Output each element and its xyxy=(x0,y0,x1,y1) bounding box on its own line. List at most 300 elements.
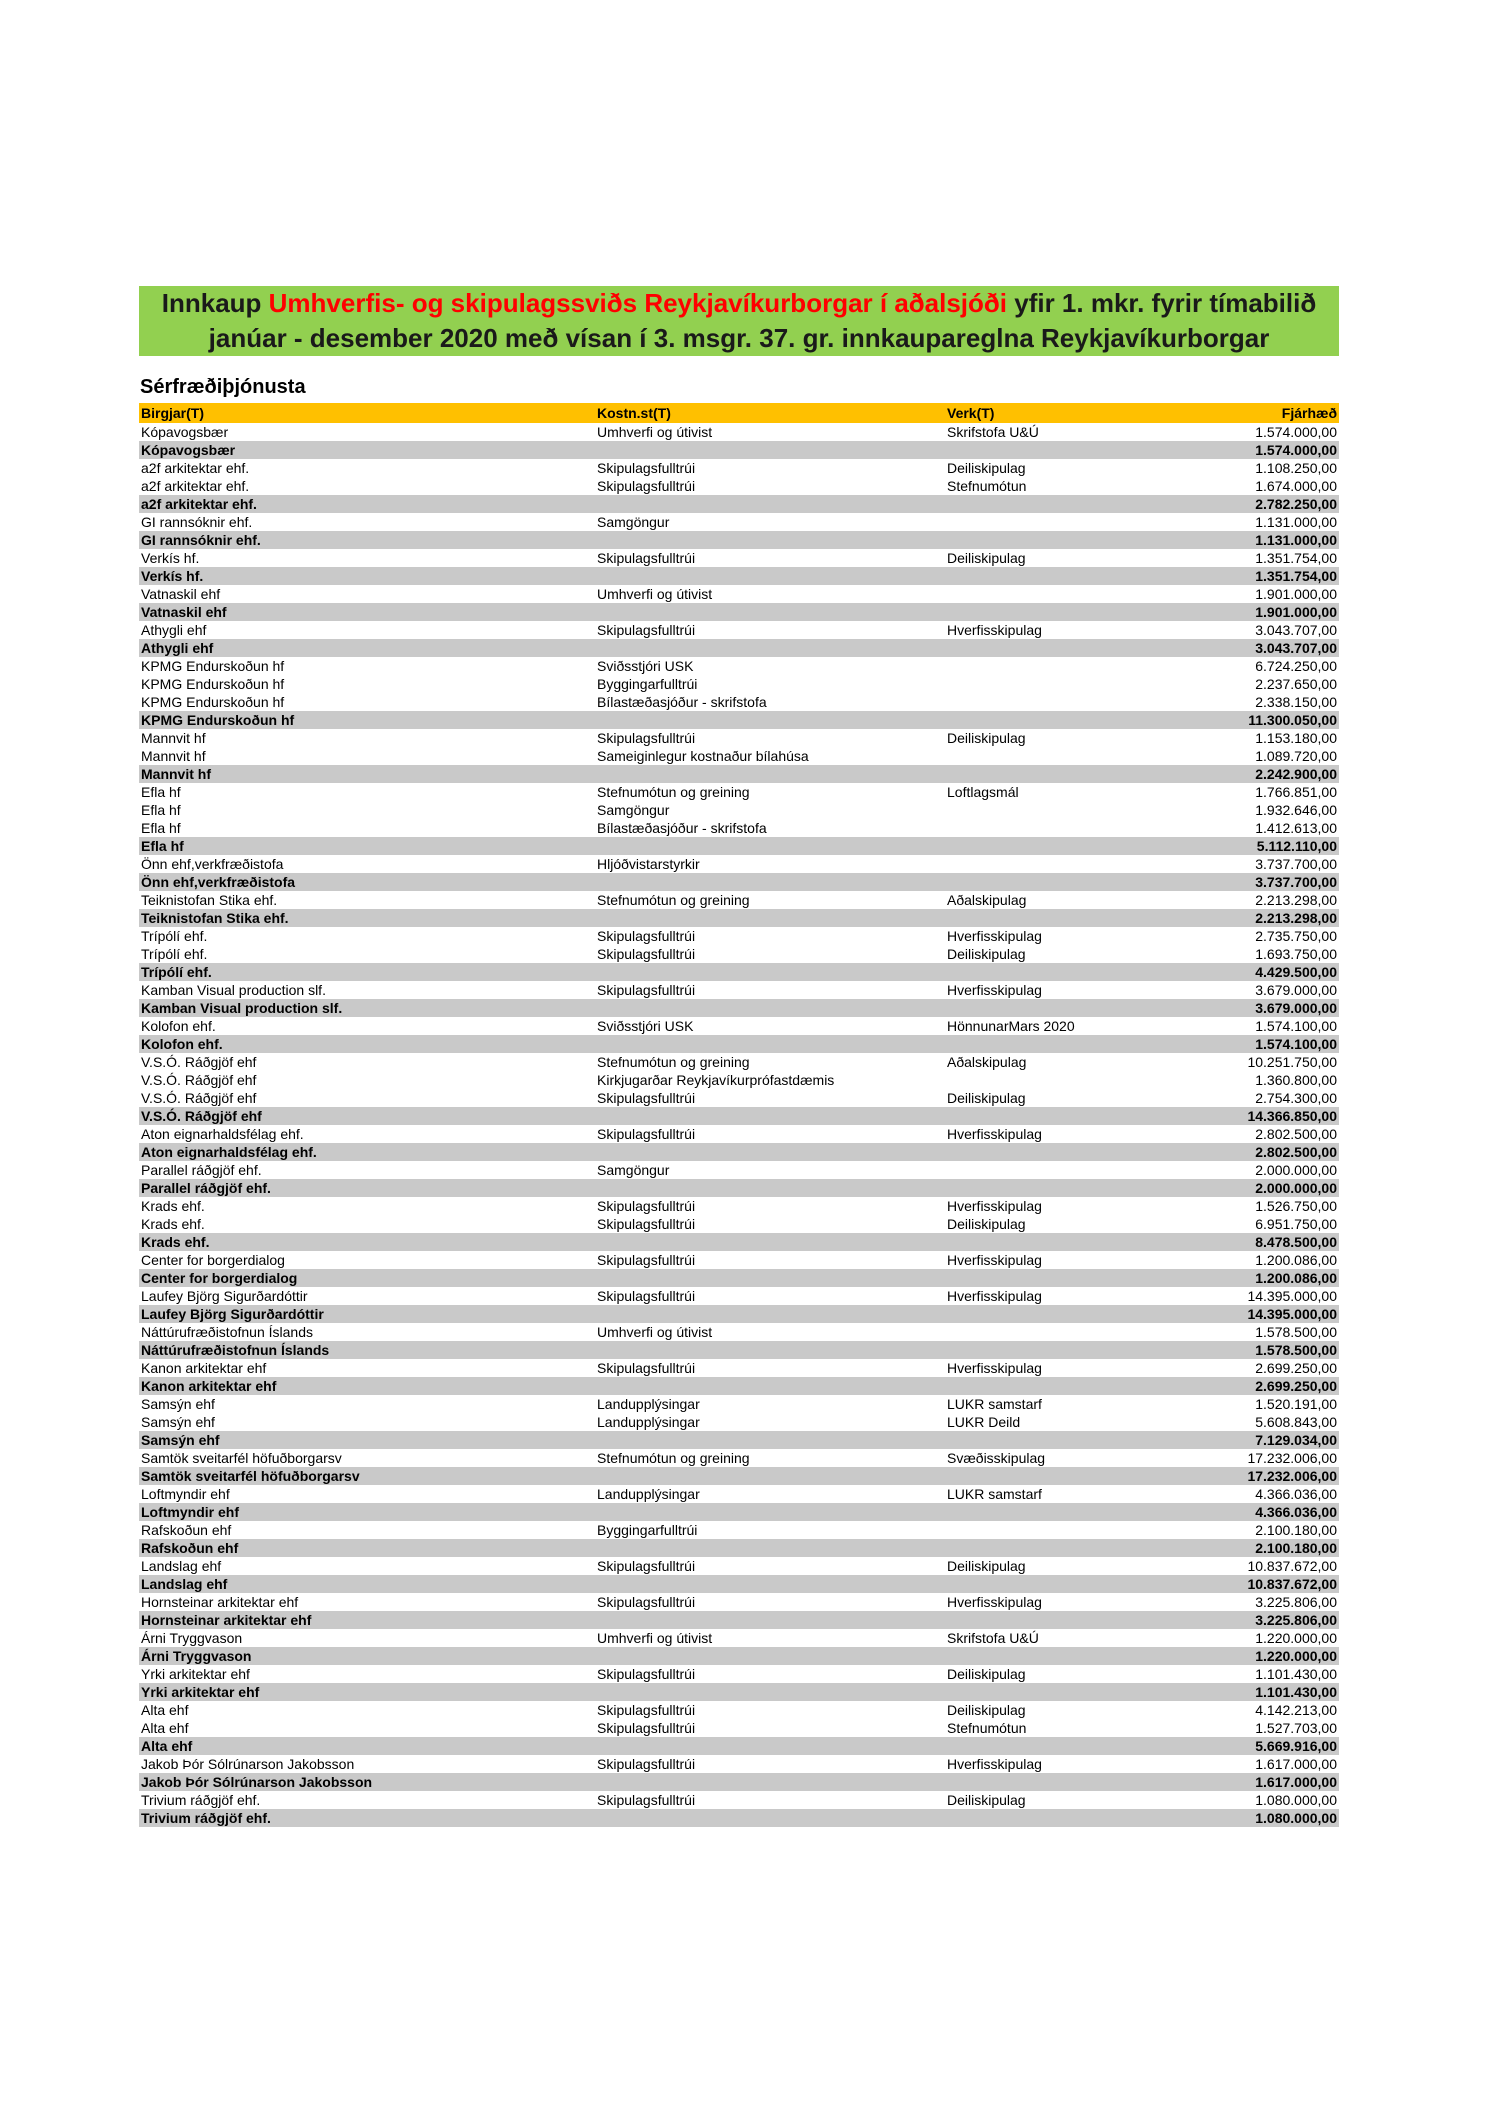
subtotal-row xyxy=(139,1143,1339,1161)
table-row xyxy=(139,729,1339,747)
cost-center-cell: Skipulagsfulltrúi xyxy=(597,1198,696,1214)
table-row xyxy=(139,1125,1339,1143)
cost-center-cell: Skipulagsfulltrúi xyxy=(597,982,696,998)
project-cell xyxy=(945,513,1195,531)
table-row xyxy=(139,1089,1339,1107)
amount-cell: 14.395.000,00 xyxy=(1195,1305,1339,1323)
cost-center-cell: Umhverfi og útivist xyxy=(597,424,713,440)
amount-cell: 1.131.000,00 xyxy=(1195,531,1339,549)
table-header-row xyxy=(139,403,1339,423)
supplier-cell: KPMG Endurskoðun hf xyxy=(141,676,285,692)
table-row xyxy=(139,1251,1339,1269)
amount-cell: 10.837.672,00 xyxy=(1247,1558,1337,1574)
amount-cell: 2.213.298,00 xyxy=(1255,892,1337,908)
amount-cell: 2.338.150,00 xyxy=(1255,694,1337,710)
amount-cell: 1.080.000,00 xyxy=(1255,1792,1337,1808)
cost-center-cell xyxy=(595,1467,945,1485)
amount-cell: 1.574.100,00 xyxy=(1255,1018,1337,1034)
amount-cell: 1.574.100,00 xyxy=(1195,1035,1339,1053)
amount-cell: 2.000.000,00 xyxy=(1195,1179,1339,1197)
amount-cell: 1.901.000,00 xyxy=(1195,603,1339,621)
cost-center-cell: Bílastæðasjóður - skrifstofa xyxy=(597,820,767,836)
supplier-cell: Center for borgerdialog xyxy=(141,1252,285,1268)
cost-center-cell: Skipulagsfulltrúi xyxy=(597,460,696,476)
cost-center-cell: Skipulagsfulltrúi xyxy=(597,1252,696,1268)
cost-center-cell xyxy=(595,495,945,513)
cost-center-cell xyxy=(595,567,945,585)
amount-cell: 1.200.086,00 xyxy=(1255,1252,1337,1268)
subtotal-row xyxy=(139,909,1339,927)
supplier-cell: KPMG Endurskoðun hf xyxy=(141,658,285,674)
project-cell: Stefnumótun xyxy=(947,1720,1027,1736)
cost-center-cell xyxy=(595,1503,945,1521)
amount-cell: 10.251.750,00 xyxy=(1247,1054,1337,1070)
cost-center-cell: Samgöngur xyxy=(597,802,670,818)
subtotal-row xyxy=(139,1269,1339,1287)
amount-cell: 2.699.250,00 xyxy=(1255,1360,1337,1376)
supplier-cell: Loftmyndir ehf xyxy=(139,1503,595,1521)
table-row xyxy=(139,477,1339,495)
table-row xyxy=(139,675,1339,693)
project-cell: Hverfisskipulag xyxy=(947,622,1042,638)
supplier-cell: GI rannsóknir ehf. xyxy=(141,514,253,530)
table-row xyxy=(139,1197,1339,1215)
table-row xyxy=(139,657,1339,675)
table-row xyxy=(139,1521,1339,1539)
amount-cell: 2.699.250,00 xyxy=(1195,1377,1339,1395)
amount-cell: 1.101.430,00 xyxy=(1255,1666,1337,1682)
project-cell xyxy=(945,1377,1195,1395)
project-cell xyxy=(945,1503,1195,1521)
amount-cell: 1.520.191,00 xyxy=(1255,1396,1337,1412)
project-cell xyxy=(945,1647,1195,1665)
cost-center-cell xyxy=(595,1179,945,1197)
supplier-cell: Samtök sveitarfél höfuðborgarsv xyxy=(139,1467,595,1485)
project-cell xyxy=(945,1035,1195,1053)
cost-center-cell xyxy=(595,1035,945,1053)
project-cell xyxy=(945,1737,1195,1755)
amount-cell: 17.232.006,00 xyxy=(1247,1450,1337,1466)
table-row xyxy=(139,1791,1339,1809)
supplier-cell: Athygli ehf xyxy=(139,639,595,657)
project-cell xyxy=(945,657,1195,675)
project-cell xyxy=(945,1071,1195,1089)
subtotal-row xyxy=(139,765,1339,783)
amount-cell: 1.617.000,00 xyxy=(1255,1756,1337,1772)
amount-cell: 1.578.500,00 xyxy=(1195,1341,1339,1359)
amount-cell: 5.669.916,00 xyxy=(1195,1737,1339,1755)
table-body xyxy=(139,423,1339,1827)
cost-center-cell xyxy=(595,531,945,549)
supplier-cell: Teiknistofan Stika ehf. xyxy=(139,909,595,927)
amount-cell: 2.802.500,00 xyxy=(1255,1126,1337,1142)
project-cell xyxy=(945,1773,1195,1791)
supplier-cell: Mannvit hf xyxy=(141,748,206,764)
subtotal-row xyxy=(139,1683,1339,1701)
subtotal-row xyxy=(139,495,1339,513)
supplier-cell: Hornsteinar arkitektar ehf xyxy=(141,1594,299,1610)
supplier-cell: Önn ehf,verkfræðistofa xyxy=(139,873,595,891)
cost-center-cell: Skipulagsfulltrúi xyxy=(597,1720,696,1736)
cost-center-cell xyxy=(595,1341,945,1359)
project-cell: Hverfisskipulag xyxy=(947,1252,1042,1268)
subtotal-row xyxy=(139,1107,1339,1125)
cost-center-cell: Sviðsstjóri USK xyxy=(597,658,694,674)
supplier-cell: Önn ehf,verkfræðistofa xyxy=(141,856,284,872)
subtotal-row xyxy=(139,1647,1339,1665)
cost-center-cell xyxy=(595,1377,945,1395)
project-cell xyxy=(945,693,1195,711)
subtotal-row xyxy=(139,1431,1339,1449)
amount-cell: 4.429.500,00 xyxy=(1195,963,1339,981)
subtotal-row xyxy=(139,1611,1339,1629)
supplier-cell: Loftmyndir ehf xyxy=(141,1486,230,1502)
amount-cell: 1.527.703,00 xyxy=(1255,1720,1337,1736)
supplier-cell: KPMG Endurskoðun hf xyxy=(139,711,595,729)
supplier-cell: Samsýn ehf xyxy=(139,1431,595,1449)
table-row xyxy=(139,1629,1339,1647)
subtotal-row xyxy=(139,837,1339,855)
supplier-cell: Alta ehf xyxy=(141,1720,189,1736)
cost-center-cell xyxy=(595,441,945,459)
table-row xyxy=(139,1449,1339,1467)
cost-center-cell xyxy=(595,1539,945,1557)
table-row xyxy=(139,513,1339,531)
subtotal-row xyxy=(139,1341,1339,1359)
cost-center-cell: Sameiginlegur kostnaður bílahúsa xyxy=(597,748,809,764)
supplier-cell: Laufey Björg Sigurðardóttir xyxy=(141,1288,308,1304)
project-cell: Hverfisskipulag xyxy=(947,1756,1042,1772)
project-cell xyxy=(945,1305,1195,1323)
supplier-cell: V.S.Ó. Ráðgjöf ehf xyxy=(139,1107,595,1125)
cost-center-cell xyxy=(595,1611,945,1629)
cost-center-cell: Byggingarfulltrúi xyxy=(597,1522,698,1538)
table-row xyxy=(139,585,1339,603)
table-row xyxy=(139,1701,1339,1719)
amount-cell: 2.100.180,00 xyxy=(1255,1522,1337,1538)
cost-center-cell: Skipulagsfulltrúi xyxy=(597,730,696,746)
amount-cell: 10.837.672,00 xyxy=(1195,1575,1339,1593)
cost-center-cell: Skipulagsfulltrúi xyxy=(597,478,696,494)
cost-center-cell xyxy=(595,765,945,783)
supplier-cell: V.S.Ó. Ráðgjöf ehf xyxy=(141,1072,257,1088)
cost-center-cell: Umhverfi og útivist xyxy=(597,586,713,602)
cost-center-cell xyxy=(595,873,945,891)
cost-center-cell: Stefnumótun og greining xyxy=(597,784,750,800)
supplier-cell: Samsýn ehf xyxy=(141,1396,215,1412)
table-row xyxy=(139,801,1339,819)
amount-cell: 8.478.500,00 xyxy=(1195,1233,1339,1251)
cost-center-cell xyxy=(595,1737,945,1755)
supplier-cell: Landslag ehf xyxy=(141,1558,222,1574)
supplier-cell: Trivium ráðgjöf ehf. xyxy=(139,1809,595,1827)
amount-cell: 1.766.851,00 xyxy=(1255,784,1337,800)
amount-cell: 2.100.180,00 xyxy=(1195,1539,1339,1557)
subtotal-row xyxy=(139,1467,1339,1485)
table-row xyxy=(139,855,1339,873)
project-cell: Hverfisskipulag xyxy=(947,928,1042,944)
cost-center-cell xyxy=(595,1647,945,1665)
table-row xyxy=(139,1665,1339,1683)
table-row xyxy=(139,1071,1339,1089)
table-row xyxy=(139,1557,1339,1575)
project-cell xyxy=(945,1161,1195,1179)
amount-cell: 1.220.000,00 xyxy=(1255,1630,1337,1646)
supplier-cell: Jakob Þór Sólrúnarson Jakobsson xyxy=(141,1756,355,1772)
supplier-cell: Kanon arkitektar ehf xyxy=(139,1377,595,1395)
table-row xyxy=(139,1593,1339,1611)
subtotal-row xyxy=(139,1575,1339,1593)
supplier-cell: Krads ehf. xyxy=(141,1198,205,1214)
table-row xyxy=(139,747,1339,765)
project-cell xyxy=(945,441,1195,459)
subtotal-row xyxy=(139,1233,1339,1251)
amount-cell: 2.242.900,00 xyxy=(1195,765,1339,783)
table-row xyxy=(139,1323,1339,1341)
amount-cell: 1.617.000,00 xyxy=(1195,1773,1339,1791)
supplier-cell: Efla hf xyxy=(141,784,181,800)
supplier-cell: V.S.Ó. Ráðgjöf ehf xyxy=(141,1054,257,1070)
project-cell: HönnunarMars 2020 xyxy=(947,1018,1075,1034)
table-row xyxy=(139,783,1339,801)
subtotal-row xyxy=(139,1809,1339,1827)
supplier-cell: Trípólí ehf. xyxy=(141,928,208,944)
cost-center-cell: Landupplýsingar xyxy=(597,1486,700,1502)
subtotal-row xyxy=(139,1539,1339,1557)
cost-center-cell: Skipulagsfulltrúi xyxy=(597,1090,696,1106)
table-row xyxy=(139,1017,1339,1035)
cost-center-cell: Hljóðvistarstyrkir xyxy=(597,856,700,872)
amount-cell: 1.578.500,00 xyxy=(1255,1324,1337,1340)
cost-center-cell: Skipulagsfulltrúi xyxy=(597,946,696,962)
supplier-cell: Vatnaskil ehf xyxy=(141,586,221,602)
supplier-cell: Kanon arkitektar ehf xyxy=(141,1360,267,1376)
project-cell xyxy=(945,999,1195,1017)
project-cell xyxy=(945,1467,1195,1485)
amount-cell: 2.000.000,00 xyxy=(1255,1162,1337,1178)
project-cell: Deiliskipulag xyxy=(947,1702,1026,1718)
project-cell xyxy=(945,1323,1195,1341)
cost-center-cell: Skipulagsfulltrúi xyxy=(597,1756,696,1772)
column-header-supplier: Birgjar(T) xyxy=(139,403,595,423)
amount-cell: 1.080.000,00 xyxy=(1195,1809,1339,1827)
amount-cell: 6.724.250,00 xyxy=(1255,658,1337,674)
amount-cell: 1.108.250,00 xyxy=(1255,460,1337,476)
amount-cell: 1.693.750,00 xyxy=(1255,946,1337,962)
amount-cell: 11.300.050,00 xyxy=(1195,711,1339,729)
cost-center-cell: Umhverfi og útivist xyxy=(597,1630,713,1646)
cost-center-cell: Landupplýsingar xyxy=(597,1396,700,1412)
subtotal-row xyxy=(139,1773,1339,1791)
subtotal-row xyxy=(139,531,1339,549)
project-cell: Hverfisskipulag xyxy=(947,1126,1042,1142)
table-row xyxy=(139,1287,1339,1305)
subtotal-row xyxy=(139,1035,1339,1053)
supplier-cell: Efla hf xyxy=(139,837,595,855)
supplier-cell: Krads ehf. xyxy=(139,1233,595,1251)
cost-center-cell xyxy=(595,1233,945,1251)
table-row xyxy=(139,1395,1339,1413)
project-cell: Hverfisskipulag xyxy=(947,1288,1042,1304)
subtotal-row xyxy=(139,441,1339,459)
project-cell xyxy=(945,747,1195,765)
table-row xyxy=(139,1359,1339,1377)
project-cell: LUKR Deild xyxy=(947,1414,1021,1430)
supplier-cell: Parallel ráðgjöf ehf. xyxy=(141,1162,262,1178)
amount-cell: 3.679.000,00 xyxy=(1195,999,1339,1017)
cost-center-cell: Sviðsstjóri USK xyxy=(597,1018,694,1034)
supplier-cell: Laufey Björg Sigurðardóttir xyxy=(139,1305,595,1323)
cost-center-cell xyxy=(595,963,945,981)
cost-center-cell: Umhverfi og útivist xyxy=(597,1324,713,1340)
table-row xyxy=(139,621,1339,639)
cost-center-cell: Skipulagsfulltrúi xyxy=(597,1702,696,1718)
table-row xyxy=(139,1053,1339,1071)
amount-cell: 14.395.000,00 xyxy=(1247,1288,1337,1304)
amount-cell: 14.366.850,00 xyxy=(1195,1107,1339,1125)
supplier-cell: Efla hf xyxy=(141,820,181,836)
project-cell xyxy=(945,585,1195,603)
project-cell: Deiliskipulag xyxy=(947,1792,1026,1808)
supplier-cell: Samsýn ehf xyxy=(141,1414,215,1430)
subtotal-row xyxy=(139,1503,1339,1521)
amount-cell: 4.366.036,00 xyxy=(1255,1486,1337,1502)
amount-cell: 6.951.750,00 xyxy=(1255,1216,1337,1232)
supplier-cell: Kolofon ehf. xyxy=(141,1018,216,1034)
project-cell: Deiliskipulag xyxy=(947,730,1026,746)
project-cell: Skrifstofa U&Ú xyxy=(947,1630,1039,1646)
project-cell: Aðalskipulag xyxy=(947,892,1027,908)
column-header-cost-center: Kostn.st(T) xyxy=(595,403,945,423)
amount-cell: 1.089.720,00 xyxy=(1255,748,1337,764)
project-cell xyxy=(945,531,1195,549)
project-cell: Deiliskipulag xyxy=(947,1558,1026,1574)
project-cell: Deiliskipulag xyxy=(947,946,1026,962)
table-row xyxy=(139,459,1339,477)
amount-cell: 7.129.034,00 xyxy=(1195,1431,1339,1449)
table-row xyxy=(139,1485,1339,1503)
amount-cell: 1.200.086,00 xyxy=(1195,1269,1339,1287)
supplier-cell: Náttúrufræðistofnun Íslands xyxy=(139,1341,595,1359)
project-cell: Deiliskipulag xyxy=(947,1090,1026,1106)
cost-center-cell: Bílastæðasjóður - skrifstofa xyxy=(597,694,767,710)
supplier-cell: Landslag ehf xyxy=(139,1575,595,1593)
amount-cell: 3.043.707,00 xyxy=(1195,639,1339,657)
project-cell: LUKR samstarf xyxy=(947,1486,1042,1502)
table-row xyxy=(139,1719,1339,1737)
supplier-cell: GI rannsóknir ehf. xyxy=(139,531,595,549)
amount-cell: 5.608.843,00 xyxy=(1255,1414,1337,1430)
supplier-cell: Athygli ehf xyxy=(141,622,207,638)
supplier-cell: Rafskoðun ehf xyxy=(141,1522,232,1538)
table-row xyxy=(139,1755,1339,1773)
subtotal-row xyxy=(139,639,1339,657)
cost-center-cell: Skipulagsfulltrúi xyxy=(597,928,696,944)
project-cell: Hverfisskipulag xyxy=(947,1594,1042,1610)
cost-center-cell: Skipulagsfulltrúi xyxy=(597,1666,696,1682)
subtotal-row xyxy=(139,711,1339,729)
cost-center-cell: Skipulagsfulltrúi xyxy=(597,1216,696,1232)
amount-cell: 1.131.000,00 xyxy=(1255,514,1337,530)
cost-center-cell xyxy=(595,1773,945,1791)
amount-cell: 1.932.646,00 xyxy=(1255,802,1337,818)
cost-center-cell: Stefnumótun og greining xyxy=(597,892,750,908)
cost-center-cell: Skipulagsfulltrúi xyxy=(597,1792,696,1808)
cost-center-cell: Skipulagsfulltrúi xyxy=(597,1288,696,1304)
amount-cell: 1.574.000,00 xyxy=(1255,424,1337,440)
cost-center-cell: Skipulagsfulltrúi xyxy=(597,1558,696,1574)
project-cell xyxy=(945,675,1195,693)
project-cell: Hverfisskipulag xyxy=(947,1198,1042,1214)
cost-center-cell xyxy=(595,1107,945,1125)
table-row xyxy=(139,981,1339,999)
amount-cell: 4.142.213,00 xyxy=(1255,1702,1337,1718)
project-cell xyxy=(945,639,1195,657)
table-row xyxy=(139,891,1339,909)
project-cell: Deiliskipulag xyxy=(947,1216,1026,1232)
title-line-2: janúar - desember 2020 með vísan í 3. msgr. 37. gr. innkaupareglna Reykjavíkurborgar xyxy=(208,323,1270,353)
cost-center-cell: Samgöngur xyxy=(597,514,670,530)
title-prefix: Innkaup xyxy=(161,288,269,318)
amount-cell: 1.153.180,00 xyxy=(1255,730,1337,746)
project-cell: Loftlagsmál xyxy=(947,784,1019,800)
amount-cell: 1.220.000,00 xyxy=(1195,1647,1339,1665)
cost-center-cell xyxy=(595,711,945,729)
supplier-cell: V.S.Ó. Ráðgjöf ehf xyxy=(141,1090,257,1106)
cost-center-cell xyxy=(595,1575,945,1593)
title-line-1 xyxy=(139,286,1339,321)
subtotal-row xyxy=(139,963,1339,981)
amount-cell: 2.735.750,00 xyxy=(1255,928,1337,944)
table-row xyxy=(139,1215,1339,1233)
cost-center-cell xyxy=(595,909,945,927)
project-cell: Deiliskipulag xyxy=(947,460,1026,476)
table-row xyxy=(139,693,1339,711)
table-row xyxy=(139,927,1339,945)
project-cell xyxy=(945,765,1195,783)
supplier-cell: Verkís hf. xyxy=(141,550,200,566)
amount-cell: 1.101.430,00 xyxy=(1195,1683,1339,1701)
supplier-cell: Kamban Visual production slf. xyxy=(141,982,326,998)
project-cell: LUKR samstarf xyxy=(947,1396,1042,1412)
project-cell xyxy=(945,1521,1195,1539)
supplier-cell: Jakob Þór Sólrúnarson Jakobsson xyxy=(139,1773,595,1791)
amount-cell: 2.237.650,00 xyxy=(1255,676,1337,692)
supplier-cell: Alta ehf xyxy=(139,1737,595,1755)
subtotal-row xyxy=(139,1377,1339,1395)
project-cell xyxy=(945,603,1195,621)
cost-center-cell xyxy=(595,1431,945,1449)
project-cell: Hverfisskipulag xyxy=(947,982,1042,998)
supplier-cell: a2f arkitektar ehf. xyxy=(141,478,250,494)
amount-cell: 1.351.754,00 xyxy=(1195,567,1339,585)
amount-cell: 2.213.298,00 xyxy=(1195,909,1339,927)
supplier-cell: a2f arkitektar ehf. xyxy=(139,495,595,513)
supplier-cell: Mannvit hf xyxy=(141,730,206,746)
project-cell: Deiliskipulag xyxy=(947,1666,1026,1682)
supplier-cell: Árni Tryggvason xyxy=(139,1647,595,1665)
project-cell xyxy=(945,873,1195,891)
cost-center-cell xyxy=(595,837,945,855)
amount-cell: 1.360.800,00 xyxy=(1255,1072,1337,1088)
supplier-cell: Kópavogsbær xyxy=(141,424,229,440)
cost-center-cell xyxy=(595,1143,945,1161)
project-cell xyxy=(945,495,1195,513)
amount-cell: 3.225.806,00 xyxy=(1255,1594,1337,1610)
amount-cell: 1.674.000,00 xyxy=(1255,478,1337,494)
project-cell xyxy=(945,1575,1195,1593)
supplier-cell: Efla hf xyxy=(141,802,181,818)
